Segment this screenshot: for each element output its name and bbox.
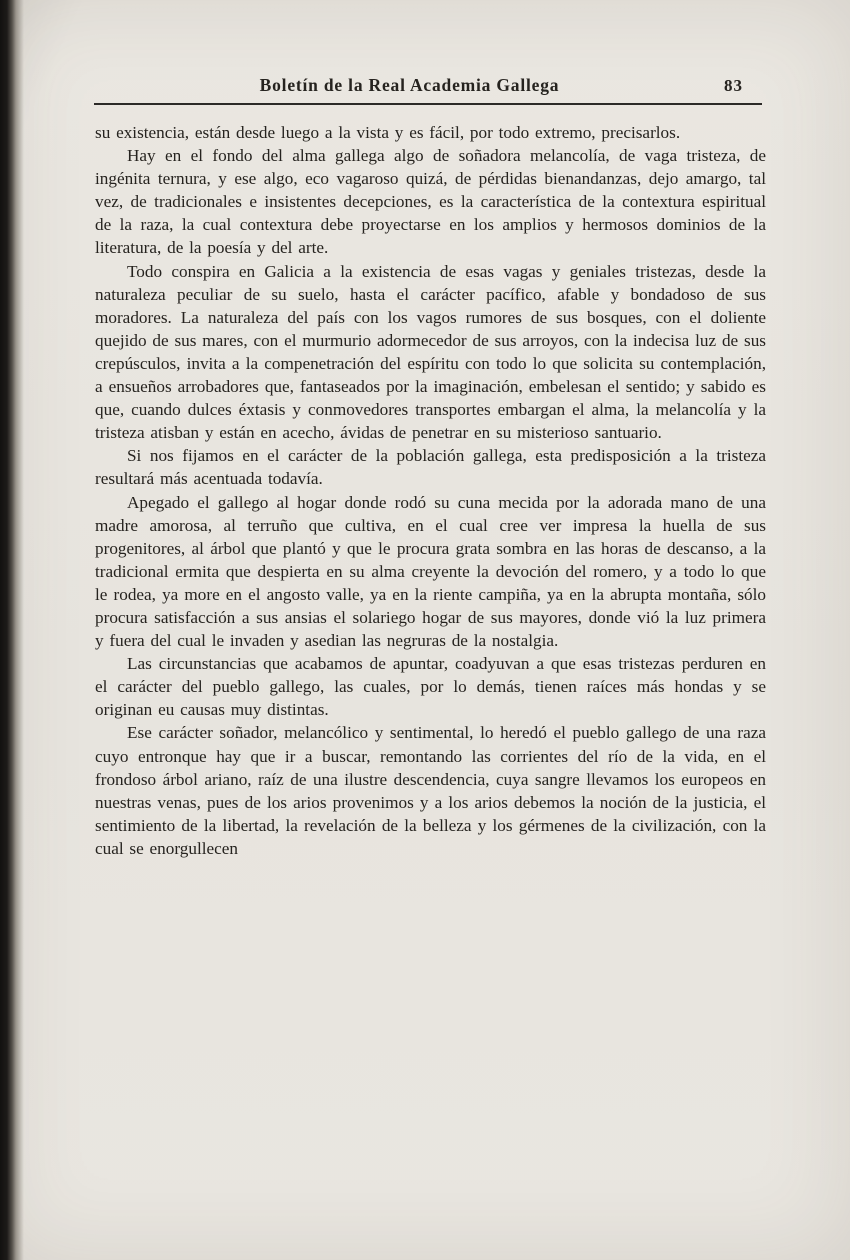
paragraph: Hay en el fondo del alma gallega algo de soñadora melancolía, de vaga tristeza, de ingénita ternura, y ese algo, eco vagaroso quizá, de pérdidas bienandanzas, dejo amargo, tal vez, de tradicionales e insistentes decepciones, es la característica de la contextura espiritual de la raza, la cual contextura debe proyectarse en los amplios y hermosos dominios de la literatura, de la poesía y del arte. [95,146,766,258]
binding-edge [0,0,24,1260]
page-number: 83 [724,76,743,95]
paragraph: su existencia, están desde luego a la vista y es fácil, por todo extremo, precisarlos. [95,123,681,142]
paragraph: Si nos fijamos en el carácter de la población gallega, esta predisposición a la tristeza resultará más acentuada todavía. [95,446,766,489]
paragraph: Apegado el gallego al hogar donde rodó su cuna mecida por la adorada mano de una madre amorosa, al terruño que cultiva, en el cual cree ver impresa la huella de sus progenitores, al árbol que plantó y que le procura grata sombra en las horas de descanso, a la tradicional ermita que despierta en su alma creyente la devoción del romero, y a todo lo que le rodea, ya more en el angosto valle, ya en la riente campiña, ya en la abrupta montaña, sólo procura satisfacción a sus ansias el solariego hogar de sus mayores, donde vió la luz primera y fuera del cual le invaden y asedian las negruras de la nostalgia. [95,492,766,651]
paragraph: Las circunstancias que acabamos de apuntar, coadyuvan a que esas tristezas perduren en el carácter del pueblo gallego, las cuales, por lo demás, tienen raíces más hondas y se originan eu causas muy distintas. [95,654,766,720]
journal-title: Boletín de la Real Academia Gallega [259,75,560,95]
paragraph: Ese carácter soñador, melancólico y sentimental, lo heredó el pueblo gallego de una raza cuyo entronque hay que ir a buscar, remontando las corrientes del río de la vida, en el frondoso árbol ariano, raíz de una ilustre descendencia, cuya sangre llevamos los europeos en nuestras venas, pues de los arios provenimos y a los arios debemos la noción de la justicia, el sentimiento de la libertad, la revelación de la belleza y los gérmenes de la civilización, con la cual se enorgullecen [95,723,766,858]
body-text [95,121,766,860]
page-header [95,75,765,96]
header-rule [94,103,762,105]
paragraph: Todo conspira en Galicia a la existencia de esas vagas y geniales tristezas, desde la naturaleza peculiar de su suelo, hasta el carácter pacífico, afable y bondadoso de sus moradores. La naturaleza del país con los vagos rumores de sus bosques, con el doliente quejido de sus mares, con el murmurio adormecedor de sus arroyos, con la indecisa luz de sus crepúsculos, invita a la compenetración del espíritu con todo lo que solicita su contemplación, a ensueños arrobadores que, fantaseados por la imaginación, embelesan el sentido; y sabido es que, cuando dulces éxtasis y conmovedores transportes embargan el alma, la melancolía y la tristeza atisban y están en acecho, ávidas de penetrar en su misterioso santuario. [95,261,766,443]
